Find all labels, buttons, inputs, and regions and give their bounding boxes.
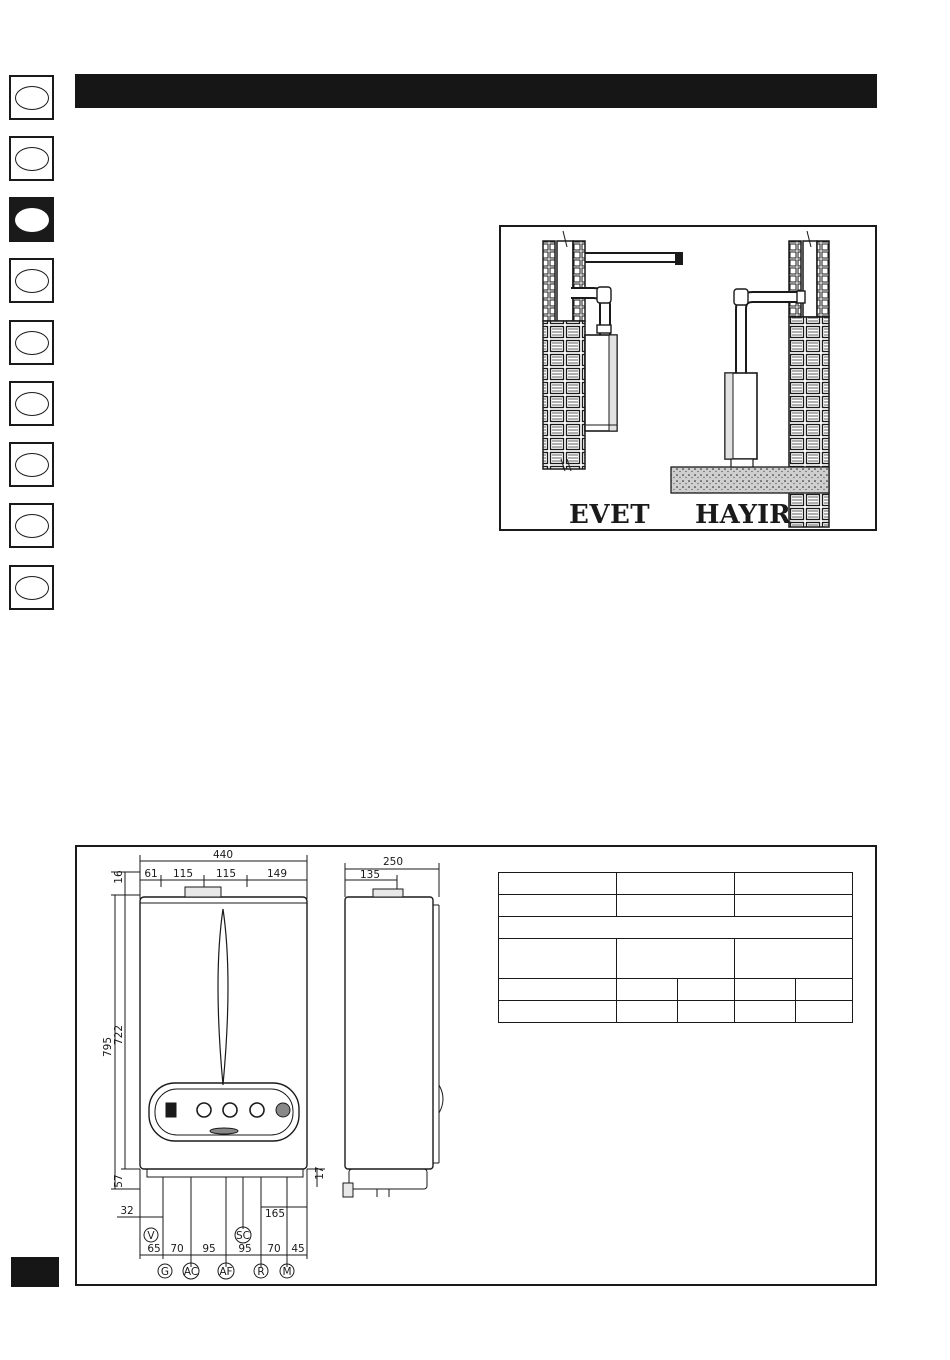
oval-icon — [15, 514, 49, 538]
top-segment-4: 149 — [266, 868, 288, 880]
oval-icon — [15, 331, 49, 355]
table-cell — [677, 1001, 735, 1023]
correct-installation-drawing — [543, 231, 683, 471]
connection-offset-dim: 165 — [264, 1208, 286, 1220]
table-cell — [499, 1001, 617, 1023]
oval-icon — [15, 208, 49, 232]
oval-icon — [15, 147, 49, 171]
oval-icon — [15, 392, 49, 416]
table-row — [499, 873, 853, 895]
connection-label-r: R — [257, 1266, 265, 1278]
installation-figure — [499, 225, 877, 531]
connection-label-sc: SC — [236, 1230, 250, 1242]
section-header-bar — [75, 74, 877, 108]
bottom-segment-1: 65 — [147, 1243, 161, 1255]
connection-label-g: G — [160, 1266, 170, 1278]
oval-icon — [15, 576, 49, 600]
page-number-tab — [11, 1257, 59, 1287]
bottom-segment-6: 45 — [291, 1243, 305, 1255]
language-tab-3-active[interactable] — [9, 197, 54, 242]
table-row — [499, 1001, 853, 1023]
table-cell — [617, 895, 735, 917]
oval-icon — [15, 453, 49, 477]
language-tab-7[interactable] — [9, 442, 54, 487]
bottom-segment-2: 70 — [170, 1243, 184, 1255]
connection-label-m: M — [282, 1266, 292, 1278]
bottom-segment-5: 70 — [267, 1243, 281, 1255]
table-cell — [499, 939, 617, 979]
left-offset-dim: 32 — [120, 1205, 134, 1217]
table-row — [499, 939, 853, 979]
bottom-segment-3: 95 — [202, 1243, 216, 1255]
case-height-dim: 722 — [113, 1024, 125, 1046]
table-cell — [796, 979, 853, 1001]
installation-illustration — [501, 227, 875, 529]
side-depth-dim: 250 — [382, 856, 404, 868]
side-flue-offset-dim: 135 — [359, 869, 381, 881]
bottom-segment-4: 95 — [238, 1243, 252, 1255]
top-offset-dim: 16 — [113, 870, 125, 884]
language-tab-2[interactable] — [9, 136, 54, 181]
table-cell — [499, 895, 617, 917]
connection-label-v: V — [147, 1230, 155, 1242]
table-cell — [499, 917, 853, 939]
table-cell — [796, 1001, 853, 1023]
table-cell — [617, 979, 678, 1001]
language-tab-9[interactable] — [9, 565, 54, 610]
table-cell — [617, 873, 735, 895]
technical-data-table — [498, 872, 853, 1023]
oval-icon — [15, 86, 49, 110]
connection-label-ac: AC — [183, 1266, 199, 1278]
oval-icon — [15, 269, 49, 293]
incorrect-installation-drawing — [671, 231, 829, 527]
right-offset-dim: 17 — [314, 1166, 326, 1180]
table-cell — [499, 979, 617, 1001]
table-cell — [677, 979, 735, 1001]
table-cell — [735, 939, 853, 979]
hayir-label: HAYIR — [695, 500, 791, 529]
language-tab-8[interactable] — [9, 503, 54, 548]
top-segment-2: 115 — [172, 868, 194, 880]
table-cell — [617, 939, 735, 979]
table-cell — [735, 895, 853, 917]
overall-height-dim: 795 — [102, 1036, 114, 1058]
table-row — [499, 895, 853, 917]
connection-label-af: AF — [219, 1266, 233, 1278]
top-segment-1: 61 — [144, 868, 158, 880]
language-tab-4[interactable] — [9, 258, 54, 303]
table-row — [499, 917, 853, 939]
evet-label: EVET — [569, 500, 651, 529]
top-segment-3: 115 — [215, 868, 237, 880]
table-cell — [735, 1001, 796, 1023]
language-tab-6[interactable] — [9, 381, 54, 426]
bottom-offset-dim: 57 — [113, 1174, 125, 1188]
table-cell — [735, 873, 853, 895]
table-cell — [499, 873, 617, 895]
overall-width-dim: 440 — [212, 849, 234, 861]
table-cell — [735, 979, 796, 1001]
language-tab-5[interactable] — [9, 320, 54, 365]
table-row — [499, 979, 853, 1001]
table-cell — [617, 1001, 678, 1023]
language-tab-1[interactable] — [9, 75, 54, 120]
